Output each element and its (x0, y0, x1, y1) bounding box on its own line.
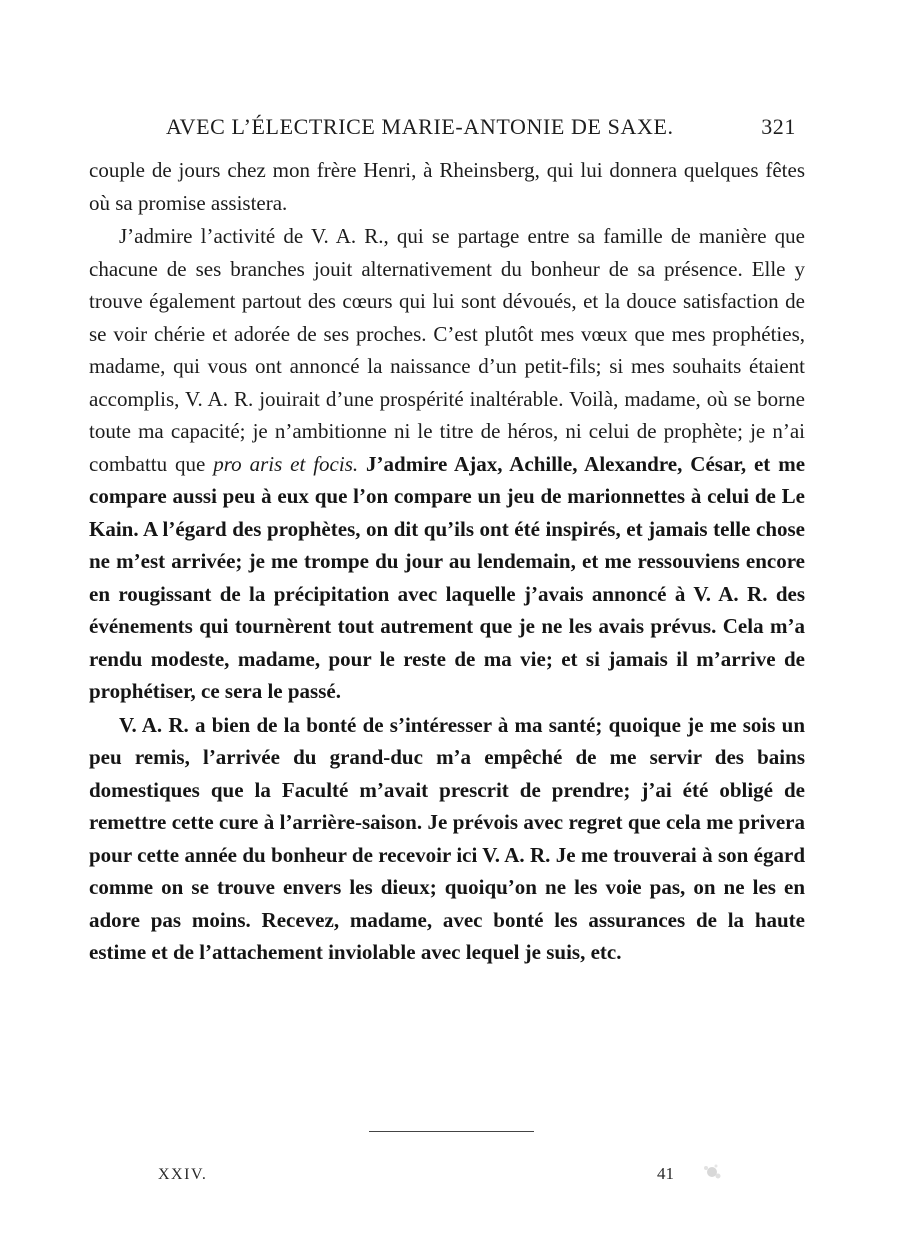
sheet-number: 41 (657, 1164, 674, 1183)
signature-mark: XXIV. (158, 1166, 208, 1183)
paragraph-2 (89, 220, 805, 708)
paragraph-2-text-b: J’admire Ajax, Achille, Alexandre, César, et me compare aussi peu à eux que l’on compare un jeu de marionnettes à celui de Le Kain. A l’égard des prophètes, on dit qu’ils ont été inspirés, et jamais telle chose ne m’est arrivée; je me trompe du jour au lendemain, et me ressouviens encore en rougissant de la précipitation avec laquelle j’avais annoncé à V. A. R. des événements qui tournèrent tout autrement que je ne les avais prévus. Cela m’a rendu modeste, madame, pour le reste de ma vie; et si jamais il m’arrive de prophétiser, ce sera le passé. (89, 451, 806, 703)
paragraph-1: couple de jours chez mon frère Henri, à Rheinsberg, qui lui donnera quelques fêtes où sa promise assistera. (89, 158, 805, 215)
ink-speck-decoration (697, 1158, 727, 1186)
latin-phrase: pro aris et focis. (213, 451, 359, 476)
closing-rule (369, 1131, 534, 1132)
paragraph-3: V. A. R. a bien de la bonté de s’intéresser à ma santé; quoique je me sois un peu remis, l’arrivée du grand-duc m’a empêché de me servir des bains domestiques que la Faculté m’avait prescrit de prendre; j’ai été obligé de remettre cette cure à l’arrière-saison. Je prévois avec regret que cela me privera pour cette année du bonheur de recevoir ici V. A. R. Je me trouverai à son égard comme on se trouve envers les dieux; quoiqu’on ne les voie pas, on ne les en adore pas moins. Recevez, madame, avec bonté les assurances de la haute estime et de l’attachement inviolable avec lequel je suis, etc. (89, 712, 805, 964)
paragraph-2-text-a: J’admire l’activité de V. A. R., qui se partage entre sa famille de manière que chacune de ses branches jouit alternativement du bonheur de sa présence. Elle y trouve également partout des cœurs qui lui sont dévoués, et la douce satisfaction de se voir chérie et adorée de ses proches. C’est plutôt mes vœux que mes prophéties, madame, qui vous ont annoncé la naissance d’un petit-fils; si mes souhaits étaient accomplis, V. A. R. jouirait d’une prospérité inaltérable. Voilà, madame, où se borne toute ma capacité; je n’ambitionne ni le titre de héros, ni celui de prophète; je n’ai combattu que (89, 224, 805, 476)
page-number: 321 (761, 114, 796, 139)
letter-body (89, 154, 805, 970)
running-title: AVEC L’ÉLECTRICE MARIE-ANTONIE DE SAXE. (166, 114, 674, 139)
running-head (166, 114, 796, 148)
